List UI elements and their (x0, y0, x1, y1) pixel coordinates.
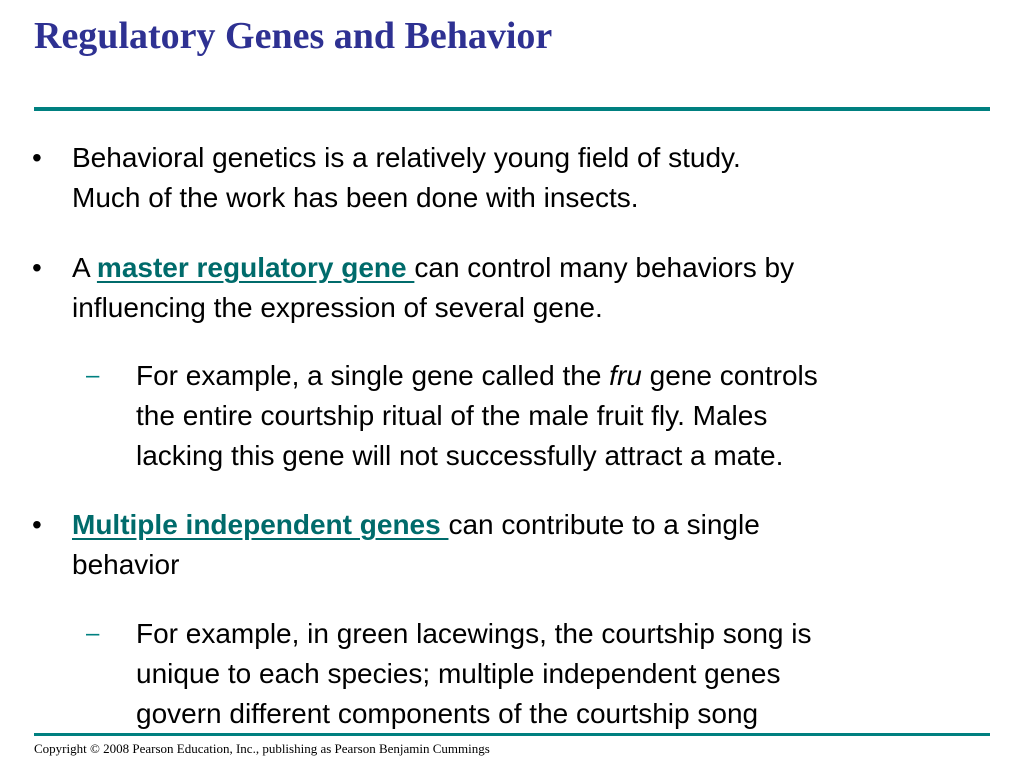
sub-bullet-2-line-1-pre: For example, a single gene called the (136, 360, 610, 391)
copyright-footer: Copyright © 2008 Pearson Education, Inc., publishing as Pearson Benjamin Cummings (34, 741, 490, 756)
multiple-independent-genes-term: Multiple independent genes (72, 509, 449, 540)
bullet-3-line-2: behavior (72, 549, 180, 580)
bullet-1-line-2: Much of the work has been done with insects. (72, 182, 639, 213)
bullet-2-pre: A (72, 252, 97, 283)
sub-bullet-3-line-1: For example, in green lacewings, the courtship song is (136, 618, 812, 649)
bullet-3-text (72, 505, 760, 585)
bullet-2-line-2: influencing the expression of several gene. (72, 292, 603, 323)
bullet-2-post: can control many behaviors by (414, 252, 795, 283)
sub-bullet-2-line-2: the entire courtship ritual of the male fruit fly. Males (136, 400, 768, 431)
footer-divider (34, 733, 990, 736)
bullet-1-marker: • (32, 142, 42, 173)
bullet-1-text (72, 138, 741, 218)
fru-gene-name: fru (609, 360, 642, 391)
title-divider (34, 107, 990, 111)
bullet-2-text (72, 248, 794, 328)
bullet-3-marker: • (32, 509, 42, 540)
sub-bullet-3-text (136, 614, 811, 734)
bullet-1-line-1: Behavioral genetics is a relatively young field of study. (72, 142, 741, 173)
sub-bullet-3-line-2: unique to each species; multiple independent genes (136, 658, 781, 689)
sub-bullet-2-line-1 (136, 356, 818, 396)
sub-bullet-2-line-1-post: gene controls (641, 360, 818, 391)
sub-bullet-2-text (136, 356, 818, 476)
sub-bullet-2-line-3: lacking this gene will not successfully attract a mate. (136, 440, 784, 471)
master-regulatory-gene-term: master regulatory gene (96, 252, 415, 283)
bullet-3-line-1 (72, 505, 760, 545)
bullet-3-post: can contribute to a single (448, 509, 760, 540)
slide-title: Regulatory Genes and Behavior (34, 15, 553, 57)
sub-bullet-2-marker: – (86, 362, 100, 389)
bullet-2-marker: • (32, 252, 42, 283)
sub-bullet-3-marker: – (86, 620, 100, 647)
sub-bullet-3-line-3: govern different components of the courtship song (136, 698, 759, 729)
bullet-2-line-1 (72, 248, 794, 288)
